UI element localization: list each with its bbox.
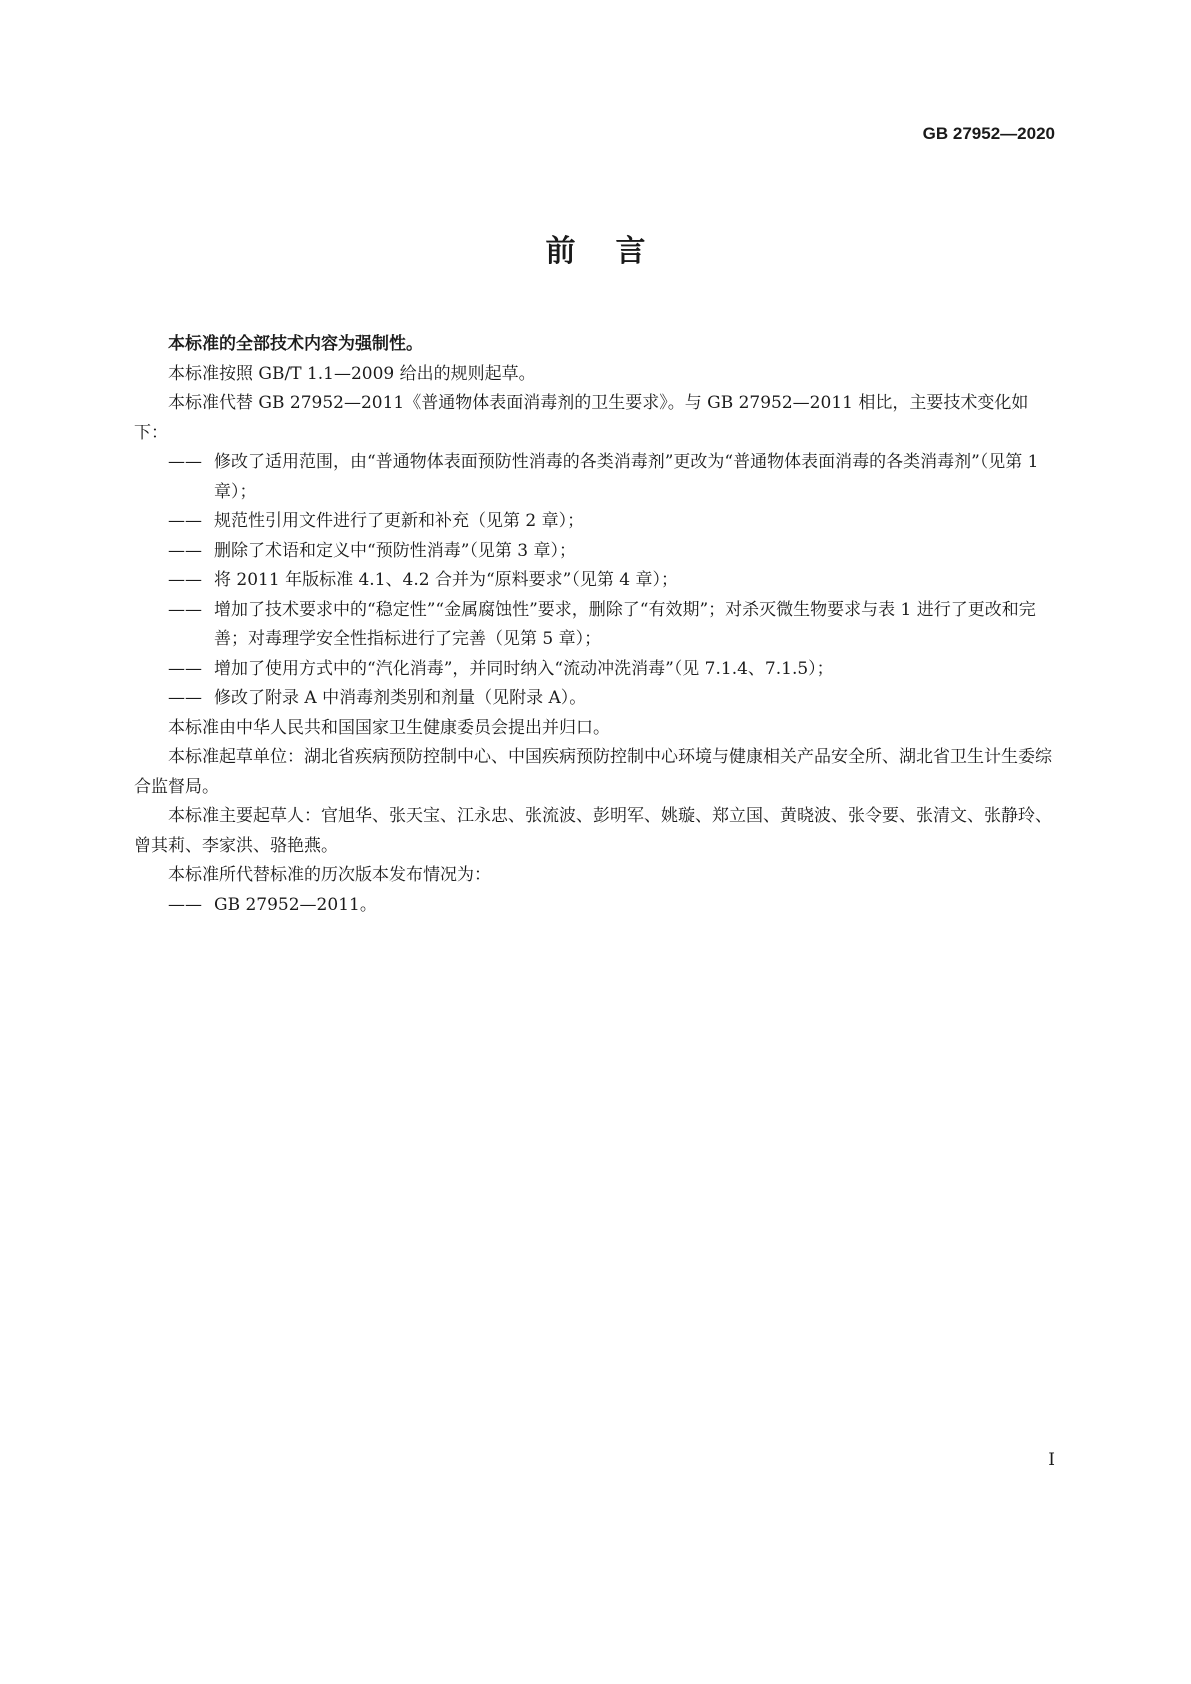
dash-marker: —— (168, 894, 202, 915)
drafting-units-paragraph: 本标准起草单位：湖北省疾病预防控制中心、中国疾病预防控制中心环境与健康相关产品安全所、湖北省卫生计生委综合监督局。 (134, 747, 1052, 797)
change-item (134, 448, 1054, 507)
change-item-text: 规范性引用文件进行了更新和补充（见第 2 章）； (214, 511, 585, 531)
change-item (134, 655, 1054, 685)
change-item-text: 修改了附录 A 中消毒剂类别和剂量（见附录 A）。 (214, 688, 587, 708)
dash-marker: —— (168, 452, 202, 472)
mandatory-statement: 本标准的全部技术内容为强制性。 (168, 334, 423, 354)
dash-marker: —— (168, 570, 202, 590)
history-version-text: GB 27952—2011。 (214, 894, 377, 915)
replacement-paragraph: 本标准代替 GB 27952—2011《普通物体表面消毒剂的卫生要求》。与 GB 27952—2011 相比，主要技术变化如下： (134, 393, 1029, 443)
change-item-text: 修改了适用范围，由“普通物体表面预防性消毒的各类消毒剂”更改为“普通物体表面消毒的各类消毒剂”（见第 1 章）； (214, 452, 1039, 502)
change-item (134, 537, 1054, 567)
change-item-text: 增加了使用方式中的“汽化消毒”，并同时纳入“流动冲洗消毒”（见 7.1.4、7.1.5）； (214, 658, 834, 679)
dash-marker: —— (168, 688, 202, 708)
change-item-text: 删除了术语和定义中“预防性消毒”（见第 3 章）； (214, 540, 577, 561)
change-item-text: 增加了技术要求中的“稳定性”“金属腐蚀性”要求，删除了“有效期”；对杀灭微生物要求与表 1 进行了更改和完善；对毒理学安全性指标进行了完善（见第 5 章）； (214, 599, 1036, 649)
page-title: 前言 (545, 234, 686, 269)
proposer-paragraph: 本标准由中华人民共和国国家卫生健康委员会提出并归口。 (168, 717, 610, 738)
change-item (134, 684, 1054, 714)
dash-marker: —— (168, 599, 202, 620)
change-item (134, 566, 1054, 596)
foreword-body (134, 330, 1054, 920)
standard-number: GB 27952—2020 (922, 124, 1055, 143)
change-item-text: 将 2011 年版标准 4.1、4.2 合并为“原料要求”（见第 4 章）； (214, 570, 678, 590)
drafters-paragraph: 本标准主要起草人：官旭华、张天宝、江永忠、张流波、彭明军、姚璇、郑立国、黄晓波、张令要、张清文、张静玲、曾其莉、李家洪、骆艳燕。 (134, 806, 1052, 856)
dash-marker: —— (168, 540, 202, 561)
drafting-rule-paragraph: 本标准按照 GB/T 1.1—2009 给出的规则起草。 (168, 363, 536, 384)
history-version-item (134, 891, 1054, 921)
change-item (134, 596, 1054, 655)
history-intro-paragraph: 本标准所代替标准的历次版本发布情况为： (168, 865, 491, 885)
dash-marker: —— (168, 511, 202, 531)
dash-marker: —— (168, 658, 202, 679)
page-number: I (1048, 1450, 1055, 1470)
change-item (134, 507, 1054, 537)
